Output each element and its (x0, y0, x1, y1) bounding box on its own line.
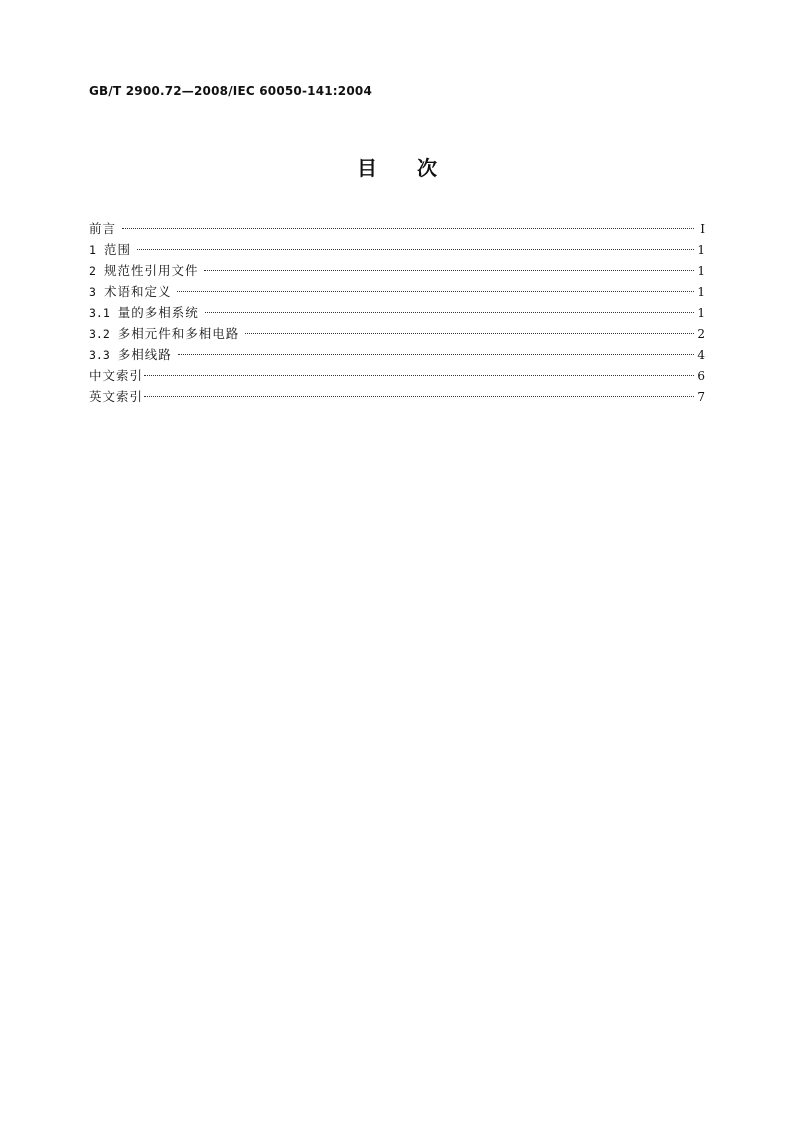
toc-leader-dots (137, 249, 694, 250)
toc-entry-number: 3.2 (89, 327, 110, 341)
toc-entry-page: 1 (697, 306, 705, 320)
toc-entry-title: 量的多相系统 (117, 305, 199, 320)
toc-leader-dots (144, 396, 694, 397)
toc-entry-foreword[interactable] (89, 218, 705, 239)
toc-entry-title: 中文索引 (89, 368, 144, 383)
toc-entry-title: 术语和定义 (103, 284, 172, 299)
toc-leader-dots (177, 291, 694, 292)
standard-code-header: GB/T 2900.72—2008/IEC 60050-141:2004 (89, 84, 373, 98)
toc-entry-label (89, 218, 116, 239)
toc-entry-number: 2 (89, 264, 96, 278)
toc-entry-normative-references[interactable] (89, 260, 705, 281)
toc-entry-english-index[interactable] (89, 386, 705, 407)
toc-entry-terms-definitions[interactable] (89, 281, 705, 302)
toc-entry-title: 多相线路 (117, 347, 172, 362)
toc-entry-scope[interactable] (89, 239, 705, 260)
toc-entry-page: 2 (697, 327, 705, 341)
toc-entry-label (89, 302, 199, 324)
toc-entry-number: 1 (89, 243, 96, 257)
toc-entry-title: 多相元件和多相电路 (117, 326, 240, 341)
toc-leader-dots (122, 228, 694, 229)
toc-entry-polyphase-quantities[interactable] (89, 302, 705, 323)
toc-leader-dots (204, 270, 694, 271)
toc-entry-label (89, 386, 143, 407)
toc-entry-title: 前言 (89, 221, 117, 236)
toc-leader-dots (178, 354, 694, 355)
toc-entry-label (89, 239, 131, 261)
toc-entry-number: 3.1 (89, 306, 110, 320)
toc-leader-dots (144, 375, 694, 376)
toc-entry-label (89, 260, 198, 282)
toc-entry-number: 3.3 (89, 348, 110, 362)
toc-entry-title: 规范性引用文件 (103, 263, 199, 278)
table-of-contents (89, 218, 705, 407)
toc-entry-label (89, 281, 171, 303)
toc-leader-dots (245, 333, 694, 334)
toc-entry-title: 英文索引 (89, 389, 144, 404)
toc-entry-label (89, 365, 143, 386)
toc-entry-title: 范围 (103, 242, 131, 257)
toc-entry-label (89, 323, 239, 345)
toc-entry-polyphase-elements-circuits[interactable] (89, 323, 705, 344)
toc-entry-chinese-index[interactable] (89, 365, 705, 386)
toc-leader-dots (205, 312, 694, 313)
toc-entry-polyphase-lines[interactable] (89, 344, 705, 365)
toc-entry-page: 1 (697, 243, 705, 257)
toc-entry-page: 7 (697, 390, 705, 404)
toc-entry-page: 1 (697, 264, 705, 278)
toc-entry-number: 3 (89, 285, 96, 299)
toc-entry-page: 4 (697, 348, 705, 362)
toc-entry-page: 6 (697, 369, 705, 383)
toc-title: 目次 (357, 156, 477, 180)
toc-entry-page: 1 (697, 285, 705, 299)
toc-entry-label (89, 344, 172, 366)
toc-entry-page: Ⅰ (700, 222, 705, 236)
